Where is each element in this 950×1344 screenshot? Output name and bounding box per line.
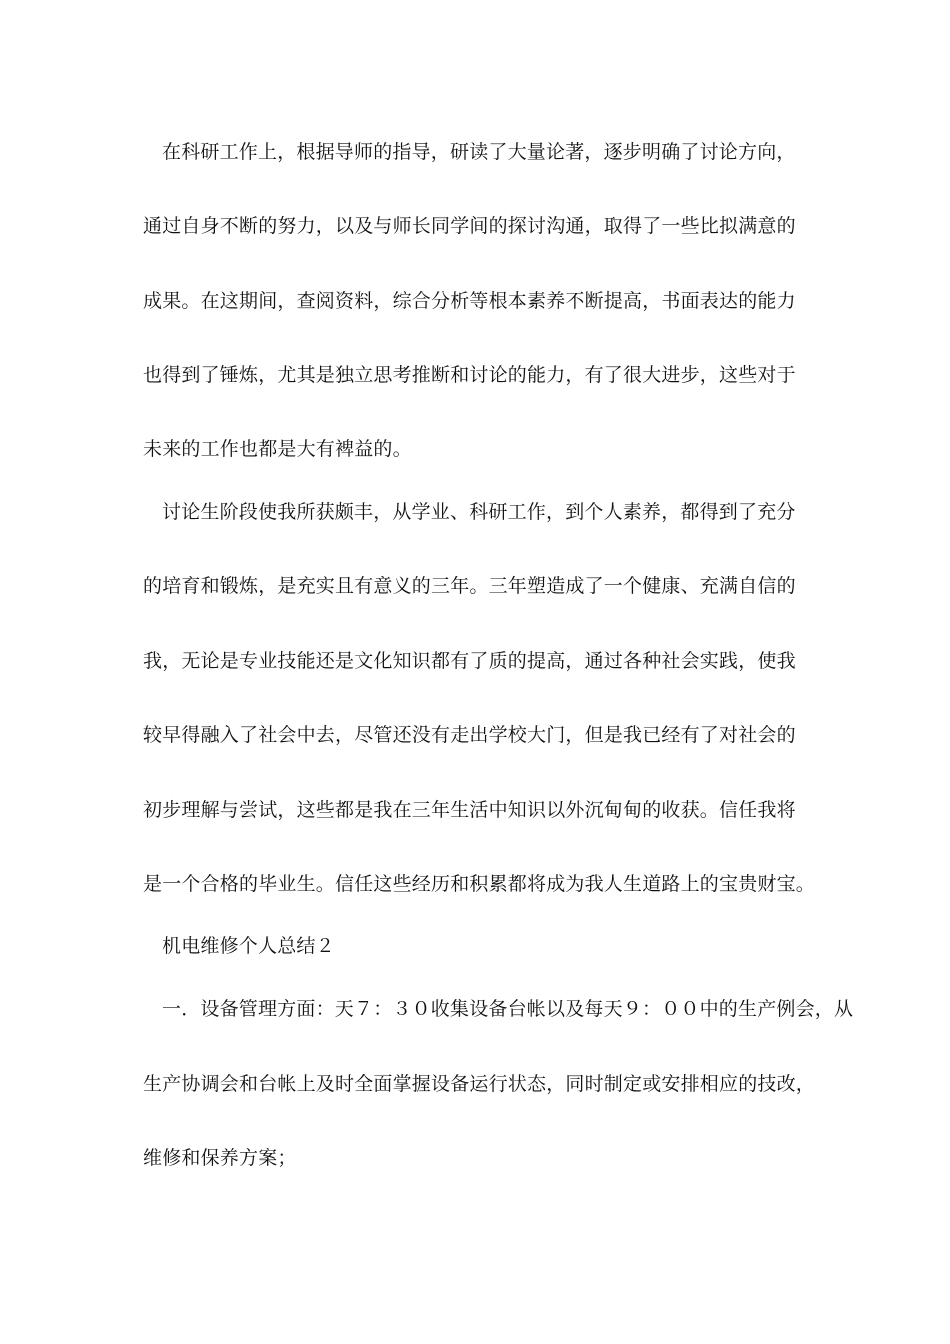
paragraph-line: 我，无论是专业技能还是文化知识都有了质的提高，通过各种社会实践，使我 <box>143 650 796 672</box>
paragraph-line: 未来的工作也都是大有裨益的。 <box>143 438 412 460</box>
paragraph-line: 是一个合格的毕业生。信任这些经历和积累都将成为我人生道路上的宝贵财宝。 <box>143 873 816 895</box>
paragraph-line: 维修和保养方案； <box>143 1147 297 1169</box>
section-heading: 机电维修个人总结２ <box>162 935 335 957</box>
paragraph-line: 生产协调会和台帐上及时全面掌握设备运行状态，同时制定或安排相应的技改， <box>143 1073 816 1095</box>
paragraph-line: 较早得融入了社会中去，尽管还没有走出学校大门，但是我已经有了对社会的 <box>143 724 796 746</box>
paragraph-line: 一．设备管理方面：天７：３０收集设备台帐以及每天９：００中的生产例会，从 <box>162 998 854 1020</box>
paragraph-line: 通过自身不断的努力，以及与师长同学间的探讨沟通，取得了一些比拟满意的 <box>143 215 796 237</box>
paragraph-line: 讨论生阶段使我所获颇丰，从学业、科研工作，到个人素养，都得到了充分 <box>162 501 796 523</box>
paragraph-line: 初步理解与尝试，这些都是我在三年生活中知识以外沉甸甸的收获。信任我将 <box>143 799 796 821</box>
paragraph-line: 的培育和锻炼，是充实且有意义的三年。三年塑造成了一个健康、充满自信的 <box>143 575 796 597</box>
paragraph-line: 成果。在这期间，查阅资料，综合分析等根本素养不断提高，书面表达的能力 <box>143 290 796 312</box>
paragraph-line: 也得到了锤炼，尤其是独立思考推断和讨论的能力，有了很大进步，这些对于 <box>143 364 796 386</box>
paragraph-line: 在科研工作上，根据导师的指导，研读了大量论著，逐步明确了讨论方向， <box>162 141 796 163</box>
